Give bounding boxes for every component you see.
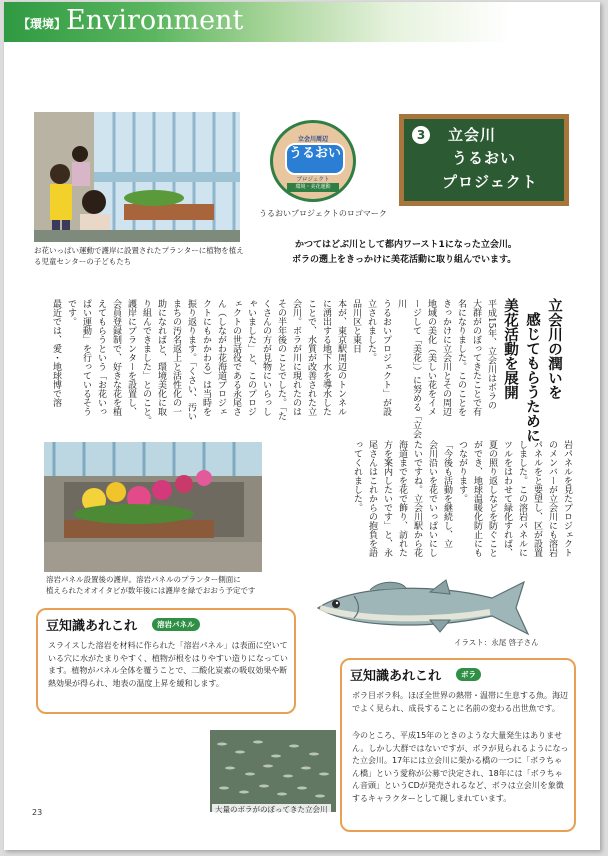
tip-badge: 溶岩パネル	[152, 618, 200, 631]
body-line: ことで、水質が改善された立	[306, 299, 316, 416]
body-line: 大群がのぼってきたことで有	[471, 299, 481, 416]
body-line: きっかけに立会川とその周辺	[441, 299, 451, 416]
body-line: 海道までを花で飾り、訪れた	[397, 440, 407, 557]
title-chalkboard	[399, 114, 569, 206]
project-logo	[270, 120, 356, 202]
body-line: 立されました。	[366, 299, 376, 362]
body-text-right	[51, 299, 498, 444]
body-line: くさんの方が見物にいらっし	[261, 299, 271, 416]
photo-mullet-school	[210, 730, 336, 812]
lead-line-2: ボラの遡上をきっかけに美花活動に取り組んでいます。	[292, 255, 517, 265]
magazine-page	[4, 2, 600, 850]
body-line: ージして「美花」）に努める「立会川	[396, 299, 421, 439]
body-line: つながります。	[457, 440, 467, 503]
section-tag: 【環境】	[18, 17, 67, 31]
logo-main-text: うるおい	[285, 143, 345, 175]
body-line: たいですね。立会川駅から花	[412, 440, 422, 557]
body-line: ツルをはわせて緑化すれば、	[502, 440, 512, 557]
photo-lava-caption-1: 溶岩パネル設置後の護岸。溶岩パネルのプランター側面に	[46, 575, 241, 584]
headline-col-3: 美花活動を展開	[502, 298, 518, 400]
body-line: 「今後も活動を継続し、立	[442, 440, 452, 548]
body-line: うるおいプロジェクト」が設	[381, 299, 391, 416]
tip-badge: ボラ	[456, 668, 481, 681]
lead-line-1: かつてはどぶ川として都内ワースト1になった立会川。	[295, 240, 517, 250]
photo-lava-caption-2: 植えられたオオイタビが数年後には護岸を緑でおおう予定です	[46, 586, 256, 595]
body-line: 護岸にプランターを設置し、	[126, 299, 136, 416]
tip-box-lava-panel	[36, 608, 296, 714]
body-line: 品川区と東日	[351, 299, 361, 353]
body-line: パネルをと要望し、区が設置	[532, 440, 542, 557]
board-line-3: プロジェクト	[442, 173, 538, 191]
headline-col-2: 感じてもらうために	[524, 312, 540, 443]
photo-mullet-caption: 大量のボラがのぼってきた立会川	[212, 804, 331, 815]
body-line: 助になればと、環境美化に取	[156, 299, 166, 416]
photo-children-planting	[34, 112, 240, 242]
logo-caption: うるおいプロジェクトのロゴマーク	[259, 209, 387, 218]
body-line: 振り返ります。「くさい、汚い	[186, 299, 196, 421]
body-line: 平成15年、立会川はボラの	[486, 299, 496, 410]
board-line-1: 立会川	[448, 126, 497, 144]
body-line: しました。この溶岩パネルに	[517, 440, 527, 557]
tip-body-2: 今のところ、平成15年のときのような大量発生はありません。しかし大群ではないですが、ボラが見られるようになった立会川。17年には立会川に架かる橋の一つに「ボラちゃん橋」という愛称が公募で決定され、18年には「ボラちゃん音頭」というCDが発売されるなど、ボラは立会川を象徴するキャラクターとして親しまれています。	[352, 731, 569, 803]
body-text-left	[350, 440, 574, 580]
project-number: 3	[412, 126, 430, 144]
body-line: えてもらうという「お花いっ	[96, 299, 106, 416]
body-line: 尾さんはこれからの抱負を語	[367, 440, 377, 557]
body-line: ぱい運動」を行っているそう	[81, 299, 91, 416]
section-header	[4, 2, 600, 42]
body-line: その半年後のことでした。「た	[276, 299, 286, 421]
tip-body-1: ボラ目ボラ科。ほぼ全世界の熱帯・温帯に生息する魚。海辺でよく見られ、成長することに名前の変わる出世魚です。	[352, 691, 568, 713]
body-line: 方を案内したいです」と、永	[382, 440, 392, 557]
body-line: 地域の美化（美しい花をイメ	[426, 299, 436, 416]
body-line: です。	[66, 299, 76, 326]
mullet-illustration	[310, 570, 562, 646]
body-line: ゃいました」と、このプロジ	[246, 299, 256, 416]
photo-lava-panel-planters	[44, 442, 262, 572]
logo-top-text: 立会川周辺	[297, 136, 328, 143]
photo-children-caption: お花いっぱい運動で護岸に設置されたプランターに植物を植える児童センターの子どもたち	[34, 246, 244, 266]
tip-title: 豆知識あれこれ	[46, 619, 138, 634]
body-line: に湧出する地下水を導水した	[321, 299, 331, 416]
body-line: 会川沿いを花でいっぱいにし	[427, 440, 437, 557]
body-line: ェクトの世話役である永尾さ	[231, 299, 241, 416]
body-line: 最近では、愛・地球博で溶	[51, 299, 61, 407]
body-line: ができ、地球温暖化防止にも	[472, 440, 482, 557]
body-line: り組んできました」とのこと。	[141, 299, 151, 425]
body-line: 会員登録制で、好きな花を植	[111, 299, 121, 416]
board-line-2: うるおい	[452, 149, 517, 167]
tip-body: スライスした溶岩を材料に作られた「溶岩パネル」は表面に空いている穴に水がたまりやすく、植物が根をはりやすい造りになっています。植物がパネル全体を覆うことで、二酸化炭素の吸収効果や断熱効果が得られ、地表の温度上昇を緩和します。	[48, 641, 288, 688]
section-title: Environment	[66, 5, 244, 36]
tip-title: 豆知識あれこれ	[350, 669, 442, 684]
body-line: ん（しながわ花海道プロジェ	[216, 299, 226, 416]
body-line: のメンバーが立会川にも溶岩	[547, 440, 557, 557]
tip-box-mullet	[340, 658, 576, 832]
body-line: 岩パネルを見たプロジェクト	[562, 440, 572, 557]
body-line: 夏の照り返しなどを防ぐこと	[487, 440, 497, 557]
page-number: 23	[32, 808, 43, 817]
body-line: まちの汚名返上と活性化の一	[171, 299, 181, 416]
body-line: 本が、東京駅周辺のトンネル	[336, 299, 346, 416]
body-line: 会川。ボラが川に現れたのは	[291, 299, 301, 416]
body-line: クトにもかかわる）は当時を	[201, 299, 211, 416]
illustration-credit: イラスト：永尾 啓子さん	[454, 638, 539, 647]
logo-sub-text: プロジェクト	[296, 177, 330, 183]
body-line: ってくれました。	[352, 440, 362, 512]
logo-bottom-text: 環境・美花運動	[287, 183, 339, 192]
headline-col-1: 立会川の潤いを	[546, 298, 562, 400]
body-line: 名になりました。このことを	[456, 299, 466, 416]
